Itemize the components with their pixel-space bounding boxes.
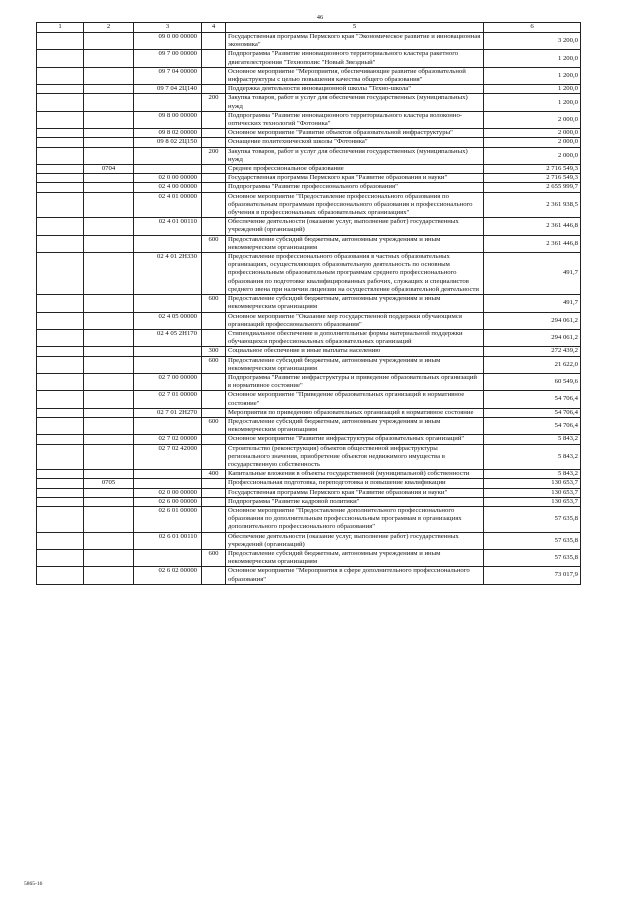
table-row [37, 567, 581, 584]
cell-amount: 57 635,8 [484, 549, 581, 566]
cell-expense-type [202, 506, 226, 532]
cell-subsection [84, 33, 134, 50]
cell-section [37, 356, 84, 373]
cell-amount: 2 361 446,8 [484, 235, 581, 252]
column-header: 4 [202, 23, 226, 33]
cell-target-article: 09 8 00 00000 [134, 111, 202, 128]
footer-code: 5865-16 [24, 881, 43, 887]
cell-subsection [84, 50, 134, 67]
cell-target-article: 09 0 00 00000 [134, 33, 202, 50]
table-row [37, 218, 581, 235]
table-row [37, 147, 581, 164]
cell-description: Поддержка деятельности инновационной школы "Техно-школа" [226, 85, 484, 94]
cell-target-article: 02 7 02 42000 [134, 444, 202, 470]
cell-expense-type [202, 218, 226, 235]
table-row [37, 138, 581, 147]
cell-description: Государственная программа Пермского края "Развитие образования и науки" [226, 488, 484, 497]
cell-subsection [84, 85, 134, 94]
cell-section [37, 253, 84, 295]
cell-subsection [84, 347, 134, 356]
cell-subsection [84, 192, 134, 218]
cell-description: Подпрограмма "Развитие кадровой политики" [226, 497, 484, 506]
cell-section [37, 417, 84, 434]
cell-description: Подпрограмма "Развитие инновационного территориального кластера волоконно-оптических технологий "Фотоника" [226, 111, 484, 128]
cell-amount: 2 000,0 [484, 129, 581, 138]
cell-target-article [134, 356, 202, 373]
cell-target-article: 02 4 05 2Н170 [134, 329, 202, 346]
cell-description: Предоставление субсидий бюджетным, автономным учреждениям и иным некоммерческим организациям [226, 295, 484, 312]
cell-section [37, 50, 84, 67]
cell-target-article [134, 417, 202, 434]
cell-section [37, 129, 84, 138]
column-header: 6 [484, 23, 581, 33]
cell-expense-type [202, 50, 226, 67]
cell-target-article: 02 4 05 00000 [134, 312, 202, 329]
cell-subsection [84, 497, 134, 506]
table-row [37, 479, 581, 488]
cell-expense-type [202, 567, 226, 584]
cell-expense-type [202, 444, 226, 470]
cell-target-article: 02 4 00 00000 [134, 183, 202, 192]
cell-section [37, 408, 84, 417]
column-header: 2 [84, 23, 134, 33]
table-row [37, 506, 581, 532]
table-row [37, 373, 581, 390]
cell-expense-type [202, 532, 226, 549]
cell-description: Подпрограмма "Развитие профессионального образования" [226, 183, 484, 192]
budget-table [36, 22, 581, 585]
cell-expense-type [202, 488, 226, 497]
column-header: 1 [37, 23, 84, 33]
cell-description: Основное мероприятие "Оказание мер государственной поддержки обучающимся организаций профессионального образования" [226, 312, 484, 329]
table-row [37, 33, 581, 50]
table-row [37, 235, 581, 252]
cell-subsection [84, 138, 134, 147]
cell-subsection [84, 183, 134, 192]
table-row [37, 67, 581, 84]
cell-subsection [84, 111, 134, 128]
cell-description: Оснащение политехнической школы "Фотоника" [226, 138, 484, 147]
cell-target-article: 02 6 02 00000 [134, 567, 202, 584]
cell-target-article: 02 6 00 00000 [134, 497, 202, 506]
cell-target-article: 02 7 01 2Н270 [134, 408, 202, 417]
cell-amount: 5 843,2 [484, 470, 581, 479]
cell-section [37, 218, 84, 235]
cell-description: Основное мероприятие "Приведение образовательных организаций в нормативное состояние" [226, 391, 484, 408]
cell-section [37, 506, 84, 532]
cell-target-article: 02 7 00 00000 [134, 373, 202, 390]
cell-amount: 130 653,7 [484, 497, 581, 506]
cell-subsection [84, 147, 134, 164]
cell-amount: 130 653,7 [484, 488, 581, 497]
cell-amount: 54 706,4 [484, 417, 581, 434]
cell-section [37, 235, 84, 252]
cell-description: Предоставление субсидий бюджетным, автономным учреждениям и иным некоммерческим организациям [226, 549, 484, 566]
cell-section [37, 567, 84, 584]
cell-amount: 5 843,2 [484, 444, 581, 470]
cell-target-article: 02 7 01 00000 [134, 391, 202, 408]
table-row [37, 497, 581, 506]
cell-description: Государственная программа Пермского края "Экономическое развитие и инновационная экономика" [226, 33, 484, 50]
table-row [37, 532, 581, 549]
cell-expense-type [202, 138, 226, 147]
cell-section [37, 183, 84, 192]
table-row [37, 391, 581, 408]
cell-section [37, 479, 84, 488]
cell-target-article: 02 4 01 00000 [134, 192, 202, 218]
cell-subsection [84, 312, 134, 329]
table-row [37, 356, 581, 373]
table-row [37, 50, 581, 67]
cell-expense-type: 300 [202, 347, 226, 356]
cell-amount: 491,7 [484, 253, 581, 295]
cell-amount: 130 653,7 [484, 479, 581, 488]
cell-section [37, 329, 84, 346]
cell-expense-type: 600 [202, 356, 226, 373]
column-header-row [37, 23, 581, 33]
cell-expense-type [202, 479, 226, 488]
cell-subsection [84, 174, 134, 183]
cell-amount: 57 635,8 [484, 532, 581, 549]
table-row [37, 165, 581, 174]
cell-subsection [84, 444, 134, 470]
cell-expense-type: 600 [202, 295, 226, 312]
cell-description: Обеспечение деятельности (оказание услуг, выполнение работ) государственных учреждений (организаций) [226, 218, 484, 235]
cell-expense-type: 200 [202, 147, 226, 164]
cell-description: Государственная программа Пермского края "Развитие образования и науки" [226, 174, 484, 183]
cell-subsection: 0705 [84, 479, 134, 488]
table-row [37, 549, 581, 566]
cell-target-article [134, 235, 202, 252]
cell-expense-type [202, 183, 226, 192]
cell-target-article [134, 147, 202, 164]
table-row [37, 192, 581, 218]
cell-target-article [134, 549, 202, 566]
cell-subsection [84, 506, 134, 532]
cell-subsection [84, 391, 134, 408]
cell-amount: 1 200,0 [484, 85, 581, 94]
cell-expense-type [202, 373, 226, 390]
cell-section [37, 111, 84, 128]
cell-section [37, 497, 84, 506]
cell-subsection [84, 567, 134, 584]
table-row [37, 85, 581, 94]
cell-target-article [134, 94, 202, 111]
cell-amount: 2 000,0 [484, 147, 581, 164]
cell-target-article: 09 7 04 2Ц140 [134, 85, 202, 94]
cell-section [37, 33, 84, 50]
cell-target-article: 09 7 00 00000 [134, 50, 202, 67]
cell-amount: 54 706,4 [484, 408, 581, 417]
cell-description: Основное мероприятие "Мероприятия, обеспечивающие развитие образовательной инфраструктуры с целью повышения качества общего образования" [226, 67, 484, 84]
cell-amount: 54 706,4 [484, 391, 581, 408]
cell-target-article: 02 4 01 00110 [134, 218, 202, 235]
table-row [37, 347, 581, 356]
cell-section [37, 312, 84, 329]
cell-description: Социальное обеспечение и иные выплаты населению [226, 347, 484, 356]
cell-amount: 60 549,6 [484, 373, 581, 390]
cell-section [37, 347, 84, 356]
cell-section [37, 147, 84, 164]
cell-section [37, 391, 84, 408]
cell-expense-type [202, 111, 226, 128]
cell-expense-type [202, 192, 226, 218]
cell-subsection [84, 549, 134, 566]
cell-expense-type [202, 85, 226, 94]
cell-target-article: 02 0 00 00000 [134, 488, 202, 497]
cell-target-article [134, 470, 202, 479]
cell-subsection: 0704 [84, 165, 134, 174]
cell-amount: 2 361 446,8 [484, 218, 581, 235]
cell-target-article: 02 6 01 00000 [134, 506, 202, 532]
cell-amount: 2 000,0 [484, 111, 581, 128]
cell-amount: 2 000,0 [484, 138, 581, 147]
table-row [37, 329, 581, 346]
cell-section [37, 295, 84, 312]
cell-subsection [84, 417, 134, 434]
cell-description: Предоставление профессионального образования в частных образовательных организациях, осуществляющих образовательную деятельность по основным профессиональным образовательным программам среднего профессионального образования по подготовке квалифицированных рабочих, служащих и специалистов среднего звена при наличии лицензии на осуществление образовательной деятельности [226, 253, 484, 295]
table-row [37, 253, 581, 295]
cell-expense-type: 200 [202, 94, 226, 111]
cell-subsection [84, 295, 134, 312]
cell-description: Основное мероприятие "Развитие объектов образовательной инфраструктуры" [226, 129, 484, 138]
cell-section [37, 532, 84, 549]
cell-subsection [84, 218, 134, 235]
cell-description: Основное мероприятие "Мероприятия в сфере дополнительного профессионального образования" [226, 567, 484, 584]
cell-amount: 2 716 549,3 [484, 174, 581, 183]
cell-description: Предоставление субсидий бюджетным, автономным учреждениям и иным некоммерческим организациям [226, 235, 484, 252]
table-row [37, 129, 581, 138]
cell-subsection [84, 129, 134, 138]
cell-subsection [84, 488, 134, 497]
cell-target-article [134, 295, 202, 312]
cell-description: Капитальные вложения в объекты государственной (муниципальной) собственности [226, 470, 484, 479]
cell-amount: 1 200,0 [484, 67, 581, 84]
cell-amount: 5 843,2 [484, 435, 581, 444]
cell-amount: 272 439,2 [484, 347, 581, 356]
cell-section [37, 94, 84, 111]
cell-expense-type [202, 174, 226, 183]
cell-subsection [84, 532, 134, 549]
table-row [37, 417, 581, 434]
cell-subsection [84, 470, 134, 479]
table-row [37, 435, 581, 444]
cell-section [37, 174, 84, 183]
cell-expense-type: 600 [202, 549, 226, 566]
cell-amount: 1 200,0 [484, 50, 581, 67]
cell-amount: 1 200,0 [484, 94, 581, 111]
cell-subsection [84, 67, 134, 84]
cell-description: Основное мероприятие "Предоставление дополнительного профессионального образования по дополнительным профессиональным программам в организациях дополнительного профессионального образования" [226, 506, 484, 532]
table-row [37, 444, 581, 470]
cell-target-article: 09 7 04 00000 [134, 67, 202, 84]
cell-expense-type [202, 391, 226, 408]
cell-amount: 3 200,0 [484, 33, 581, 50]
cell-description: Стипендиальное обеспечение и дополнительные формы материальной поддержки обучающихся профессиональных образовательных организаций [226, 329, 484, 346]
cell-expense-type [202, 67, 226, 84]
table-row [37, 488, 581, 497]
cell-amount: 2 716 549,3 [484, 165, 581, 174]
cell-description: Подпрограмма "Развитие инновационного территориального кластера ракетного двигателестроения "Технополис "Новый Звездный" [226, 50, 484, 67]
cell-expense-type [202, 497, 226, 506]
column-header: 5 [226, 23, 484, 33]
cell-subsection [84, 373, 134, 390]
cell-description: Профессиональная подготовка, переподготовка и повышение квалификации [226, 479, 484, 488]
cell-section [37, 435, 84, 444]
cell-amount: 294 061,2 [484, 329, 581, 346]
table-row [37, 312, 581, 329]
cell-amount: 2 361 938,5 [484, 192, 581, 218]
cell-description: Мероприятия по приведению образовательных организаций в нормативное состояние [226, 408, 484, 417]
cell-description: Среднее профессиональное образование [226, 165, 484, 174]
cell-expense-type: 600 [202, 235, 226, 252]
cell-description: Закупка товаров, работ и услуг для обеспечения государственных (муниципальных) нужд [226, 147, 484, 164]
cell-section [37, 470, 84, 479]
cell-description: Предоставление субсидий бюджетным, автономным учреждениям и иным некоммерческим организациям [226, 417, 484, 434]
cell-amount: 73 017,9 [484, 567, 581, 584]
cell-amount: 294 061,2 [484, 312, 581, 329]
page-number: 46 [316, 14, 324, 21]
cell-expense-type: 600 [202, 417, 226, 434]
cell-target-article: 02 6 01 00110 [134, 532, 202, 549]
cell-subsection [84, 253, 134, 295]
cell-expense-type [202, 408, 226, 417]
cell-target-article [134, 347, 202, 356]
cell-description: Строительство (реконструкция) объектов общественной инфраструктуры регионального значения, приобретение объектов недвижимого имущества в государственную собственность [226, 444, 484, 470]
table-row [37, 408, 581, 417]
cell-section [37, 192, 84, 218]
cell-target-article: 02 0 00 00000 [134, 174, 202, 183]
cell-target-article: 02 4 01 2Н330 [134, 253, 202, 295]
cell-section [37, 488, 84, 497]
cell-description: Основное мероприятие "Предоставление профессионального образования по образовательным программам профессионального образования и профессионального обучения в профессиональных образовательных организациях" [226, 192, 484, 218]
cell-section [37, 85, 84, 94]
cell-section [37, 373, 84, 390]
cell-target-article: 09 8 02 00000 [134, 129, 202, 138]
table-row [37, 183, 581, 192]
cell-expense-type: 400 [202, 470, 226, 479]
column-header: 3 [134, 23, 202, 33]
cell-description: Обеспечение деятельности (оказание услуг, выполнение работ) государственных учреждений (организаций) [226, 532, 484, 549]
cell-description: Предоставление субсидий бюджетным, автономным учреждениям и иным некоммерческим организациям [226, 356, 484, 373]
table-row [37, 111, 581, 128]
cell-description: Подпрограмма "Развитие инфраструктуры и приведение образовательных организаций в нормативное состояние" [226, 373, 484, 390]
cell-expense-type [202, 253, 226, 295]
cell-subsection [84, 408, 134, 417]
cell-expense-type [202, 129, 226, 138]
cell-target-article [134, 479, 202, 488]
cell-expense-type [202, 165, 226, 174]
cell-subsection [84, 356, 134, 373]
cell-target-article: 09 8 02 2Ц150 [134, 138, 202, 147]
cell-target-article: 02 7 02 00000 [134, 435, 202, 444]
cell-amount: 491,7 [484, 295, 581, 312]
cell-subsection [84, 94, 134, 111]
cell-description: Основное мероприятие "Развитие инфраструктуры образовательных организаций" [226, 435, 484, 444]
cell-expense-type [202, 329, 226, 346]
cell-subsection [84, 435, 134, 444]
cell-target-article [134, 165, 202, 174]
cell-expense-type [202, 435, 226, 444]
cell-subsection [84, 329, 134, 346]
cell-expense-type [202, 312, 226, 329]
cell-amount: 2 655 999,7 [484, 183, 581, 192]
table-row [37, 295, 581, 312]
cell-section [37, 67, 84, 84]
cell-section [37, 444, 84, 470]
cell-section [37, 549, 84, 566]
table-row [37, 94, 581, 111]
cell-amount: 57 635,8 [484, 506, 581, 532]
cell-section [37, 165, 84, 174]
table-row [37, 470, 581, 479]
table-row [37, 174, 581, 183]
cell-expense-type [202, 33, 226, 50]
cell-subsection [84, 235, 134, 252]
cell-amount: 21 622,0 [484, 356, 581, 373]
cell-section [37, 138, 84, 147]
cell-description: Закупка товаров, работ и услуг для обеспечения государственных (муниципальных) нужд [226, 94, 484, 111]
